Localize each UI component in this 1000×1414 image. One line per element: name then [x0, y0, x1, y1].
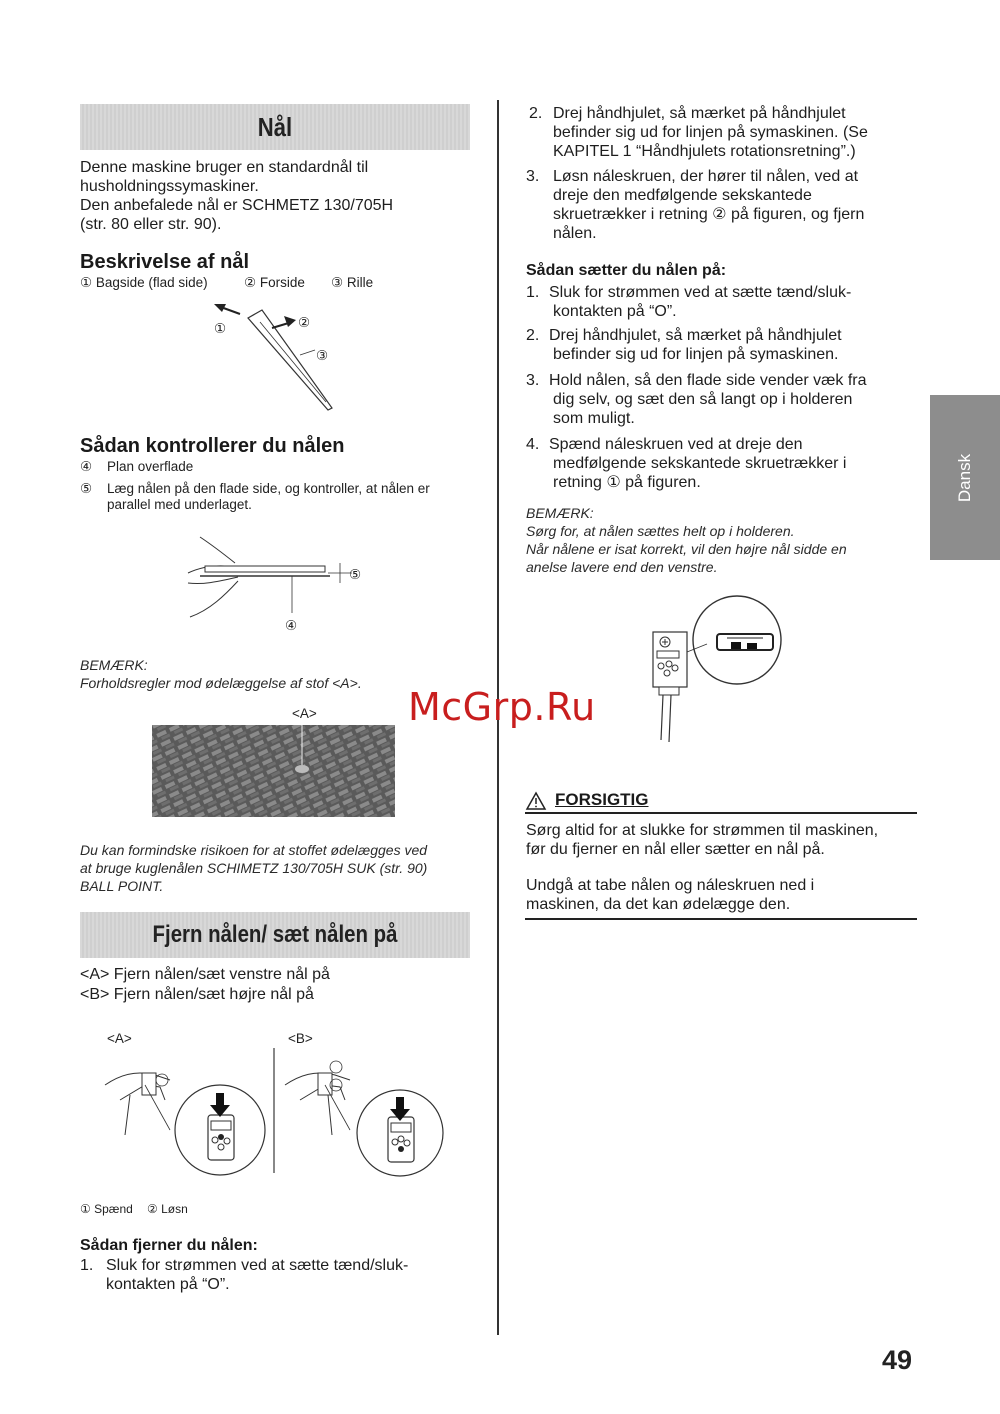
item4-text: Plan overflade [107, 459, 194, 474]
intro-line-1: Denne maskine bruger en standardnål til [80, 159, 369, 176]
language-tab [930, 395, 1000, 560]
s3-line3: som muligt. [553, 410, 635, 427]
intro-line-3: Den anbefalede nål er SCHMETZ 130/705H [80, 197, 394, 214]
s2-line2: befinder sig ud for linjen på symaskinen. [553, 346, 839, 363]
bemaerk2-label: BEMÆRK: [526, 505, 594, 521]
r-step3-line3: skruetrækker i retning ② på figuren, og fjern [553, 206, 865, 223]
after-note-1: Du kan formindske risikoen for at stoffet ødelægges ved [80, 842, 428, 858]
legend-rille: ③ Rille [331, 275, 374, 290]
fabric-photo [152, 725, 395, 817]
fabric-label-a: <A> [292, 706, 317, 721]
fig-b-needle-removal [280, 1045, 450, 1170]
section-title-nal: Nål [257, 112, 293, 142]
after-note-3: BALL POINT. [80, 878, 164, 894]
s2-line1: Drej håndhjulet, så mærket på håndhjulet [549, 327, 842, 344]
caution-rule-bottom [525, 918, 917, 920]
language-tab-label: Dansk [955, 453, 974, 502]
forsigtig-p1-line2: før du fjerner en nål eller sætter en nål på. [526, 841, 825, 858]
figure-divider [273, 1048, 275, 1173]
line-b: <B> Fjern nålen/sæt højre nål på [80, 986, 314, 1003]
item5-text-2: parallel med underlaget. [107, 497, 252, 512]
fjerner-step1-line1: Sluk for strømmen ved at sætte tænd/sluk- [106, 1257, 409, 1274]
fig-b-label: <B> [288, 1031, 313, 1046]
bemaerk1-text: Forholdsregler mod ødelæggelse af stof <A>. [80, 675, 362, 691]
legend-losn: ② Løsn [147, 1202, 188, 1216]
bemaerk2-line3: anelse lavere end den venstre. [526, 559, 718, 575]
fig-a-needle-removal [100, 1045, 270, 1170]
line-a: <A> Fjern nålen/sæt venstre nål på [80, 966, 330, 983]
section-header-fjern [80, 912, 470, 958]
heading-saetter: Sådan sætter du nålen på: [526, 262, 727, 279]
s1-line1: Sluk for strømmen ved at sætte tænd/sluk- [549, 284, 852, 301]
r-step3-line2: dreje den medfølgende sekskantede [553, 187, 812, 204]
intro-line-2: husholdningssymaskiner. [80, 178, 259, 195]
item5-text-1: Læg nålen på den flade side, og kontroller, at nålen er [107, 481, 430, 496]
s1-line2: kontakten på “O”. [553, 303, 677, 320]
forsigtig-p1-line1: Sørg altid for at slukke for strømmen til maskinen, [526, 822, 879, 839]
fig-a-label: <A> [107, 1031, 132, 1046]
bemaerk2-line1: Sørg for, at nålen sættes helt op i holderen. [526, 523, 795, 539]
section-header-nal [80, 104, 470, 150]
s2-num: 2. [526, 327, 540, 344]
s1-num: 1. [526, 284, 540, 301]
legend-spaend: ① Spænd [80, 1202, 133, 1216]
r-step3-num: 3. [526, 168, 540, 185]
callout-4-flat: ④ [285, 618, 298, 633]
after-note-2: at bruge kuglenålen SCHIMETZ 130/705H SUK (str. 90) [80, 860, 428, 876]
s3-num: 3. [526, 372, 540, 389]
r-step2-line3: KAPITEL 1 “Håndhjulets rotationsretning”.) [553, 143, 856, 160]
s4-line3: retning ① på figuren. [553, 474, 701, 491]
caution-rule-top [525, 812, 917, 814]
fjerner-step1-line2: kontakten på “O”. [106, 1276, 230, 1293]
s4-line1: Spænd náleskruen ved at dreje den [549, 436, 803, 453]
legend-forside: ② Forside [244, 275, 305, 290]
r-step2-line1: Drej håndhjulet, så mærket på håndhjulet [553, 105, 846, 122]
bemaerk2-line2: Når nålene er isat korrekt, vil den højre nål sidde en [526, 541, 847, 557]
callout-5-flat: ⑤ [349, 567, 362, 582]
heading-fjerner: Sådan fjerner du nålen: [80, 1237, 258, 1254]
r-step3-line1: Løsn náleskruen, der hører til nålen, ved at [553, 168, 859, 185]
legend-bagside: ① Bagside (flad side) [80, 275, 208, 290]
intro-line-4: (str. 80 eller str. 90). [80, 216, 222, 233]
s4-line2: medfølgende sekskantede skruetrækker i [553, 455, 847, 472]
s4-num: 4. [526, 436, 540, 453]
needle-figure [200, 300, 360, 420]
r-step3-line4: nålen. [553, 225, 597, 242]
s3-line2: dig selv, og sæt den så langt op i holderen [553, 391, 853, 408]
fjerner-step1-num: 1. [80, 1257, 94, 1274]
r-step2-line2: befinder sig ud for linjen på symaskinen. (Se [553, 124, 868, 141]
page-number: 49 [882, 1345, 913, 1375]
callout-2-needle: ② [298, 315, 311, 330]
heading-beskrivelse: Beskrivelse af nål [80, 251, 249, 273]
s3-line1: Hold nålen, så den flade side vender væk fra [549, 372, 867, 389]
forsigtig-title: FORSIGTIG [555, 790, 649, 809]
callout-3-needle: ③ [316, 348, 329, 363]
bemaerk1-label: BEMÆRK: [80, 657, 148, 673]
section-title-fjern: Fjern nålen/ sæt nålen på [152, 921, 398, 948]
forsigtig-p2-line2: maskinen, da det kan ødelægge den. [526, 896, 791, 913]
watermark: McGrp.Ru [408, 685, 596, 729]
warning-triangle-icon [526, 792, 546, 810]
heading-kontroller: Sådan kontrollerer du nålen [80, 435, 345, 457]
item4-num: ④ [80, 459, 93, 474]
item5-num: ⑤ [80, 481, 93, 496]
forsigtig-p2-line1: Undgå at tabe nålen og náleskruen ned i [526, 877, 815, 894]
needle-holder-figure [645, 592, 795, 752]
callout-1-needle: ① [214, 321, 227, 336]
r-step2-num: 2. [529, 105, 543, 122]
